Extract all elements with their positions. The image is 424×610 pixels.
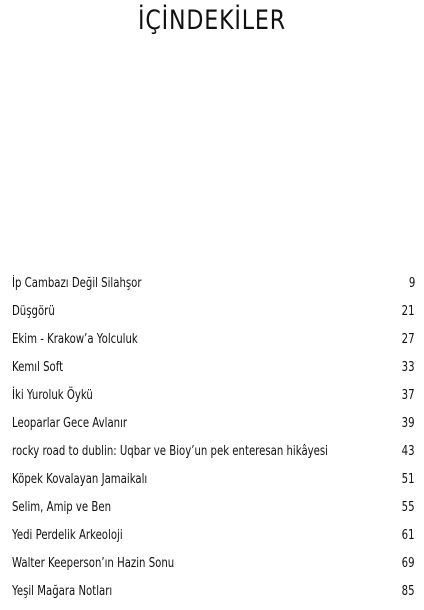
toc-entry-title: Ekim - Krakow’a Yolculuk (12, 332, 138, 347)
toc-entry (12, 470, 415, 498)
toc-entry-page: 61 (402, 528, 415, 543)
toc-entry-title: rocky road to dublin: Uqbar ve Bioy’un pek enteresan hikâyesi (12, 444, 329, 459)
toc-entry-page: 85 (402, 584, 415, 599)
toc-entry-title: Köpek Kovalayan Jamaikalı (12, 472, 148, 487)
toc-entry-page: 55 (402, 500, 415, 515)
page-title: İÇİNDEKİLER (138, 5, 286, 36)
toc-entry-title: Yedi Perdelik Arkeoloji (12, 528, 123, 543)
toc-entry-title: Leoparlar Gece Avlanır (12, 416, 128, 431)
toc-entry-page: 51 (402, 472, 415, 487)
toc-entry (12, 554, 415, 582)
toc-entry (12, 498, 415, 526)
toc-entry-page: 43 (402, 444, 415, 459)
toc-entry (12, 302, 415, 330)
toc-entry (12, 414, 415, 442)
toc-entry-page: 33 (402, 360, 415, 375)
toc-entry-title: İki Yuroluk Öykü (12, 388, 93, 403)
toc-entry-page: 9 (408, 276, 415, 291)
toc-entry (12, 386, 415, 414)
toc-entry (12, 582, 415, 610)
toc-entry-page: 21 (402, 304, 415, 319)
toc-entry-page: 69 (402, 556, 415, 571)
toc-entry-page: 39 (402, 416, 415, 431)
toc-entry-title: Yeşil Mağara Notları (12, 584, 113, 599)
toc-entry-page: 27 (402, 332, 415, 347)
toc-entry-title: Kemıl Soft (12, 360, 64, 375)
toc-entry (12, 330, 415, 358)
table-of-contents (12, 274, 415, 610)
toc-entry (12, 526, 415, 554)
toc-entry-title: Selim, Amip ve Ben (12, 500, 112, 515)
toc-entry-page: 37 (402, 388, 415, 403)
toc-entry-title: Walter Keeperson’ın Hazin Sonu (12, 556, 175, 571)
toc-entry-title: İp Cambazı Değil Silahşor (12, 276, 142, 291)
toc-entry (12, 274, 415, 302)
toc-entry-title: Düşgörü (12, 304, 55, 319)
toc-entry (12, 442, 415, 470)
toc-entry (12, 358, 415, 386)
